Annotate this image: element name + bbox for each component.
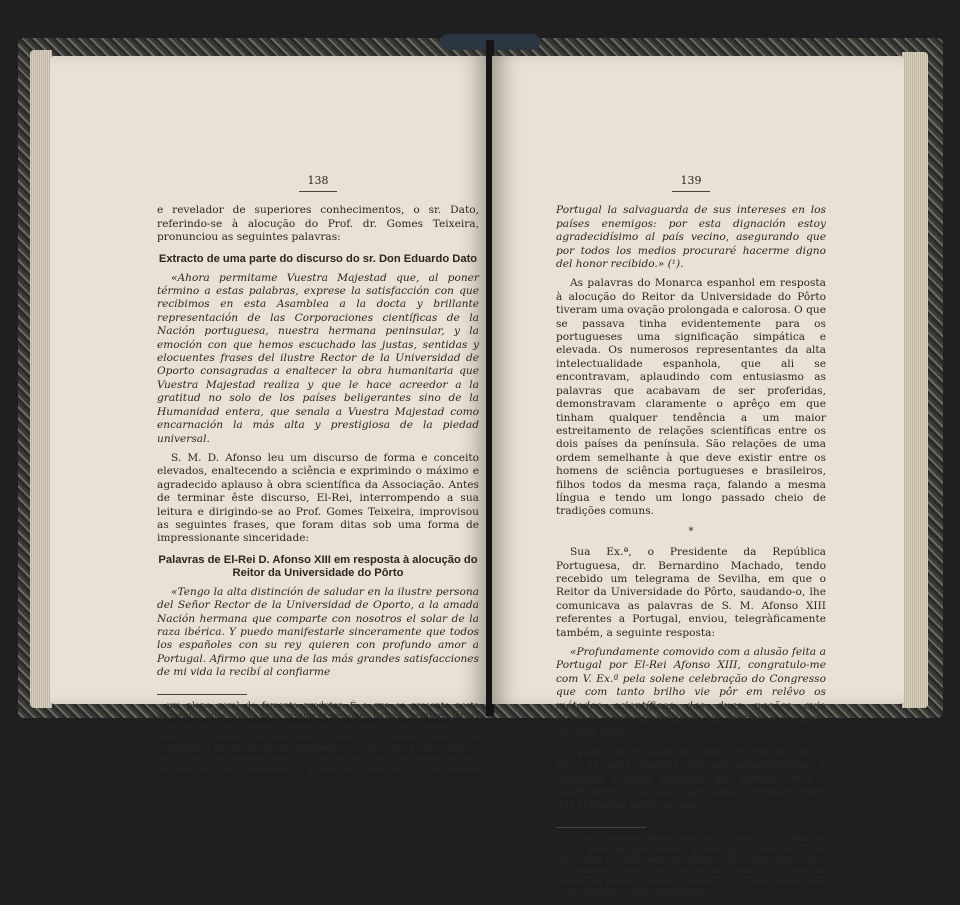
right-page <box>492 56 904 898</box>
quote-dato: «Ahora permitame Vuestra Majestad que, al poner término a estas palabras, exprese la satisfacción con que recibimos en esta Asamblea a la docta y brillante representación de las Corporaciones científicas de la Nación portuguesa, nuestra hermana peninsular, y la emoción con que hemos escuchado las justas, sentidas y elocuentes frases del ilustre Rector de la Universidad de Oporto consagradas a enaltecer la obra humanitaria que Vuestra Majestad realiza y que le hace acreedor a la gratitud no solo de los países beligerantes sino de la Humanidad entera, que senala a Vuestra Majestad como encarnación la más alta y prestigiosa de la piedad universal. <box>157 271 479 445</box>
left-page <box>50 56 488 787</box>
paragraph-monarca: As palavras do Monarca espanhol em resposta à alocução do Reitor da Universidade do Pôrto tiveram uma ovação prolongada e calorosa. O que se passava tinha evidentemente para os portugueses uma significação simpática e elevada. Os numerosos representantes da alta intelectualidade espanhola, que ali se encontravam, aplaudindo com entusiasmo as palavras que acabavam de ser proferidas, demonstravam claramente o aprêço em que tinham qualquer tendência a um maior estreitamento de relações scientíficas entre os dois países da península. São relações de uma ordem semelhante à que deve existir entre os homens de sciência portugueses e brasileiros, filhos todos da mesma raça, falando a mesma língua e tendo um longo passado cheio de tradições comuns. <box>556 277 826 518</box>
page-number-rule <box>299 191 337 192</box>
page-edges-right <box>902 52 928 708</box>
footnote-rule <box>157 694 247 695</box>
section-separator: * <box>688 525 694 537</box>
page-number-left: 138 <box>307 174 329 187</box>
page-edges-left <box>30 50 52 708</box>
footnote-right: (¹) Diz a respeito destas palavras o Imparcial de Madrid: Estas palabras que fueran dichas por El-Rei con gran sinceridad e cariño entusiasmaron a los congresistas. Pero los aplausos fueron más fuertes aun cuando Su Majestad tendió sus manos a Gomes Teixeira. Este, emocionadíssimo, se las estrechó cariñosísimamente. <box>556 833 826 898</box>
footnote-rule <box>556 827 646 828</box>
paragraph-presidente: Sua Ex.ª, o Presidente da República Portuguesa, dr. Bernardino Machado, tendo recebido um telegrama de Sevilha, em que o Reitor da Universidade do Pôrto, saudando-o, lhe comunicava as palavras de S. M. Afonso XIII referentes a Portugal, enviou, telegràficamente também, a seguinte resposta: <box>556 546 826 639</box>
heading-rei: Palavras de El-Rei D. Afonso XIII em resposta à alocução do Reitor da Universidade do Pôrto <box>158 553 478 579</box>
quote-resposta-1: «Profundamente comovido com a alusão feita a Portugal por El-Rei Afonso XIII, congratulo-me com V. Ex.ª pela solene celebração do Congresso que com tanto brilho vie pôr em relêvo os métodos scientíficos das duas nações cujo glorioso porvir depende da sua cultura e do génio de cada uma. <box>556 646 826 739</box>
quote-rei: «Tengo la alta distinción de saludar en la ilustre persona del Señor Rector de la Universidad de Oporto, a la amada Nación hermana que comparte con nosotros el solar de la raza ibérica. Y puedo manifestarle sinceramente que todos los españoles con su rey quieren con profundo amor a Portugal. Afirmo que una de las más grandes satisfacciones de mi vida la recibí al confiarme <box>157 585 479 679</box>
heading-dato: Extracto de uma parte do discurso do sr. Don Eduardo Dato <box>158 252 478 265</box>
right-page-content <box>556 174 826 905</box>
footnote-left: um plano geral de fomento produtor. É o que se presente neste momento, mas não deve esquecer-se que haverá sempre fôrças construtivas e destruidoras, conjuntivas e disjuntivas. As primeiras são o direito e a ordem que conduzem à saúde e à robustez. Sem a sua coexistência não haverá desenvolvimento social possível, e êste regula-se pela fórmula da liberdade que atrái em vez de repelir, que agrupe em vez de dissociar. Elas conduziram à associação como corôa do organismo social.» <box>157 700 479 787</box>
quote-continuation: Portugal la salvaguarda de sus intereses en los países enemigos: por esta dignación estoy agradecidísimo al país vecino, asegurando que por todos los medios procuraré hacerme digno del honor recibido.» (¹). <box>556 204 826 271</box>
paragraph-afonso: S. M. D. Afonso leu um discurso de forma e conceito elevados, enaltecendo a sciência e exprimindo o máximo e agradecido aplauso à obra scientífica da Associação. Antes de terminar êste discurso, El-Rei, interrompendo a sua leitura e dirigindo-se ao Prof. Gomes Teixeira, improvisou as seguintes frases, que foram ditas sob uma forma de impressionante sinceridade: <box>157 451 479 545</box>
quote-resposta-2: Saúdo afectuosamente por intermédio de V. Ex.ª os seus ilustres colegas congressistas, e agradeço à nobre Espanha, que sempre amei, o acolhimento feito aos digníssimos representantes das sciências portuguesas.» <box>556 745 826 812</box>
page-number-rule <box>672 191 710 192</box>
page-number-right: 139 <box>680 174 702 187</box>
paragraph-intro: e revelador de superiores conhecimentos, o sr. Dato, referindo-se à alocução do Prof. dr. Gomes Teixeira, pronunciou as seguintes palavras: <box>157 204 479 244</box>
left-page-content <box>157 174 479 793</box>
